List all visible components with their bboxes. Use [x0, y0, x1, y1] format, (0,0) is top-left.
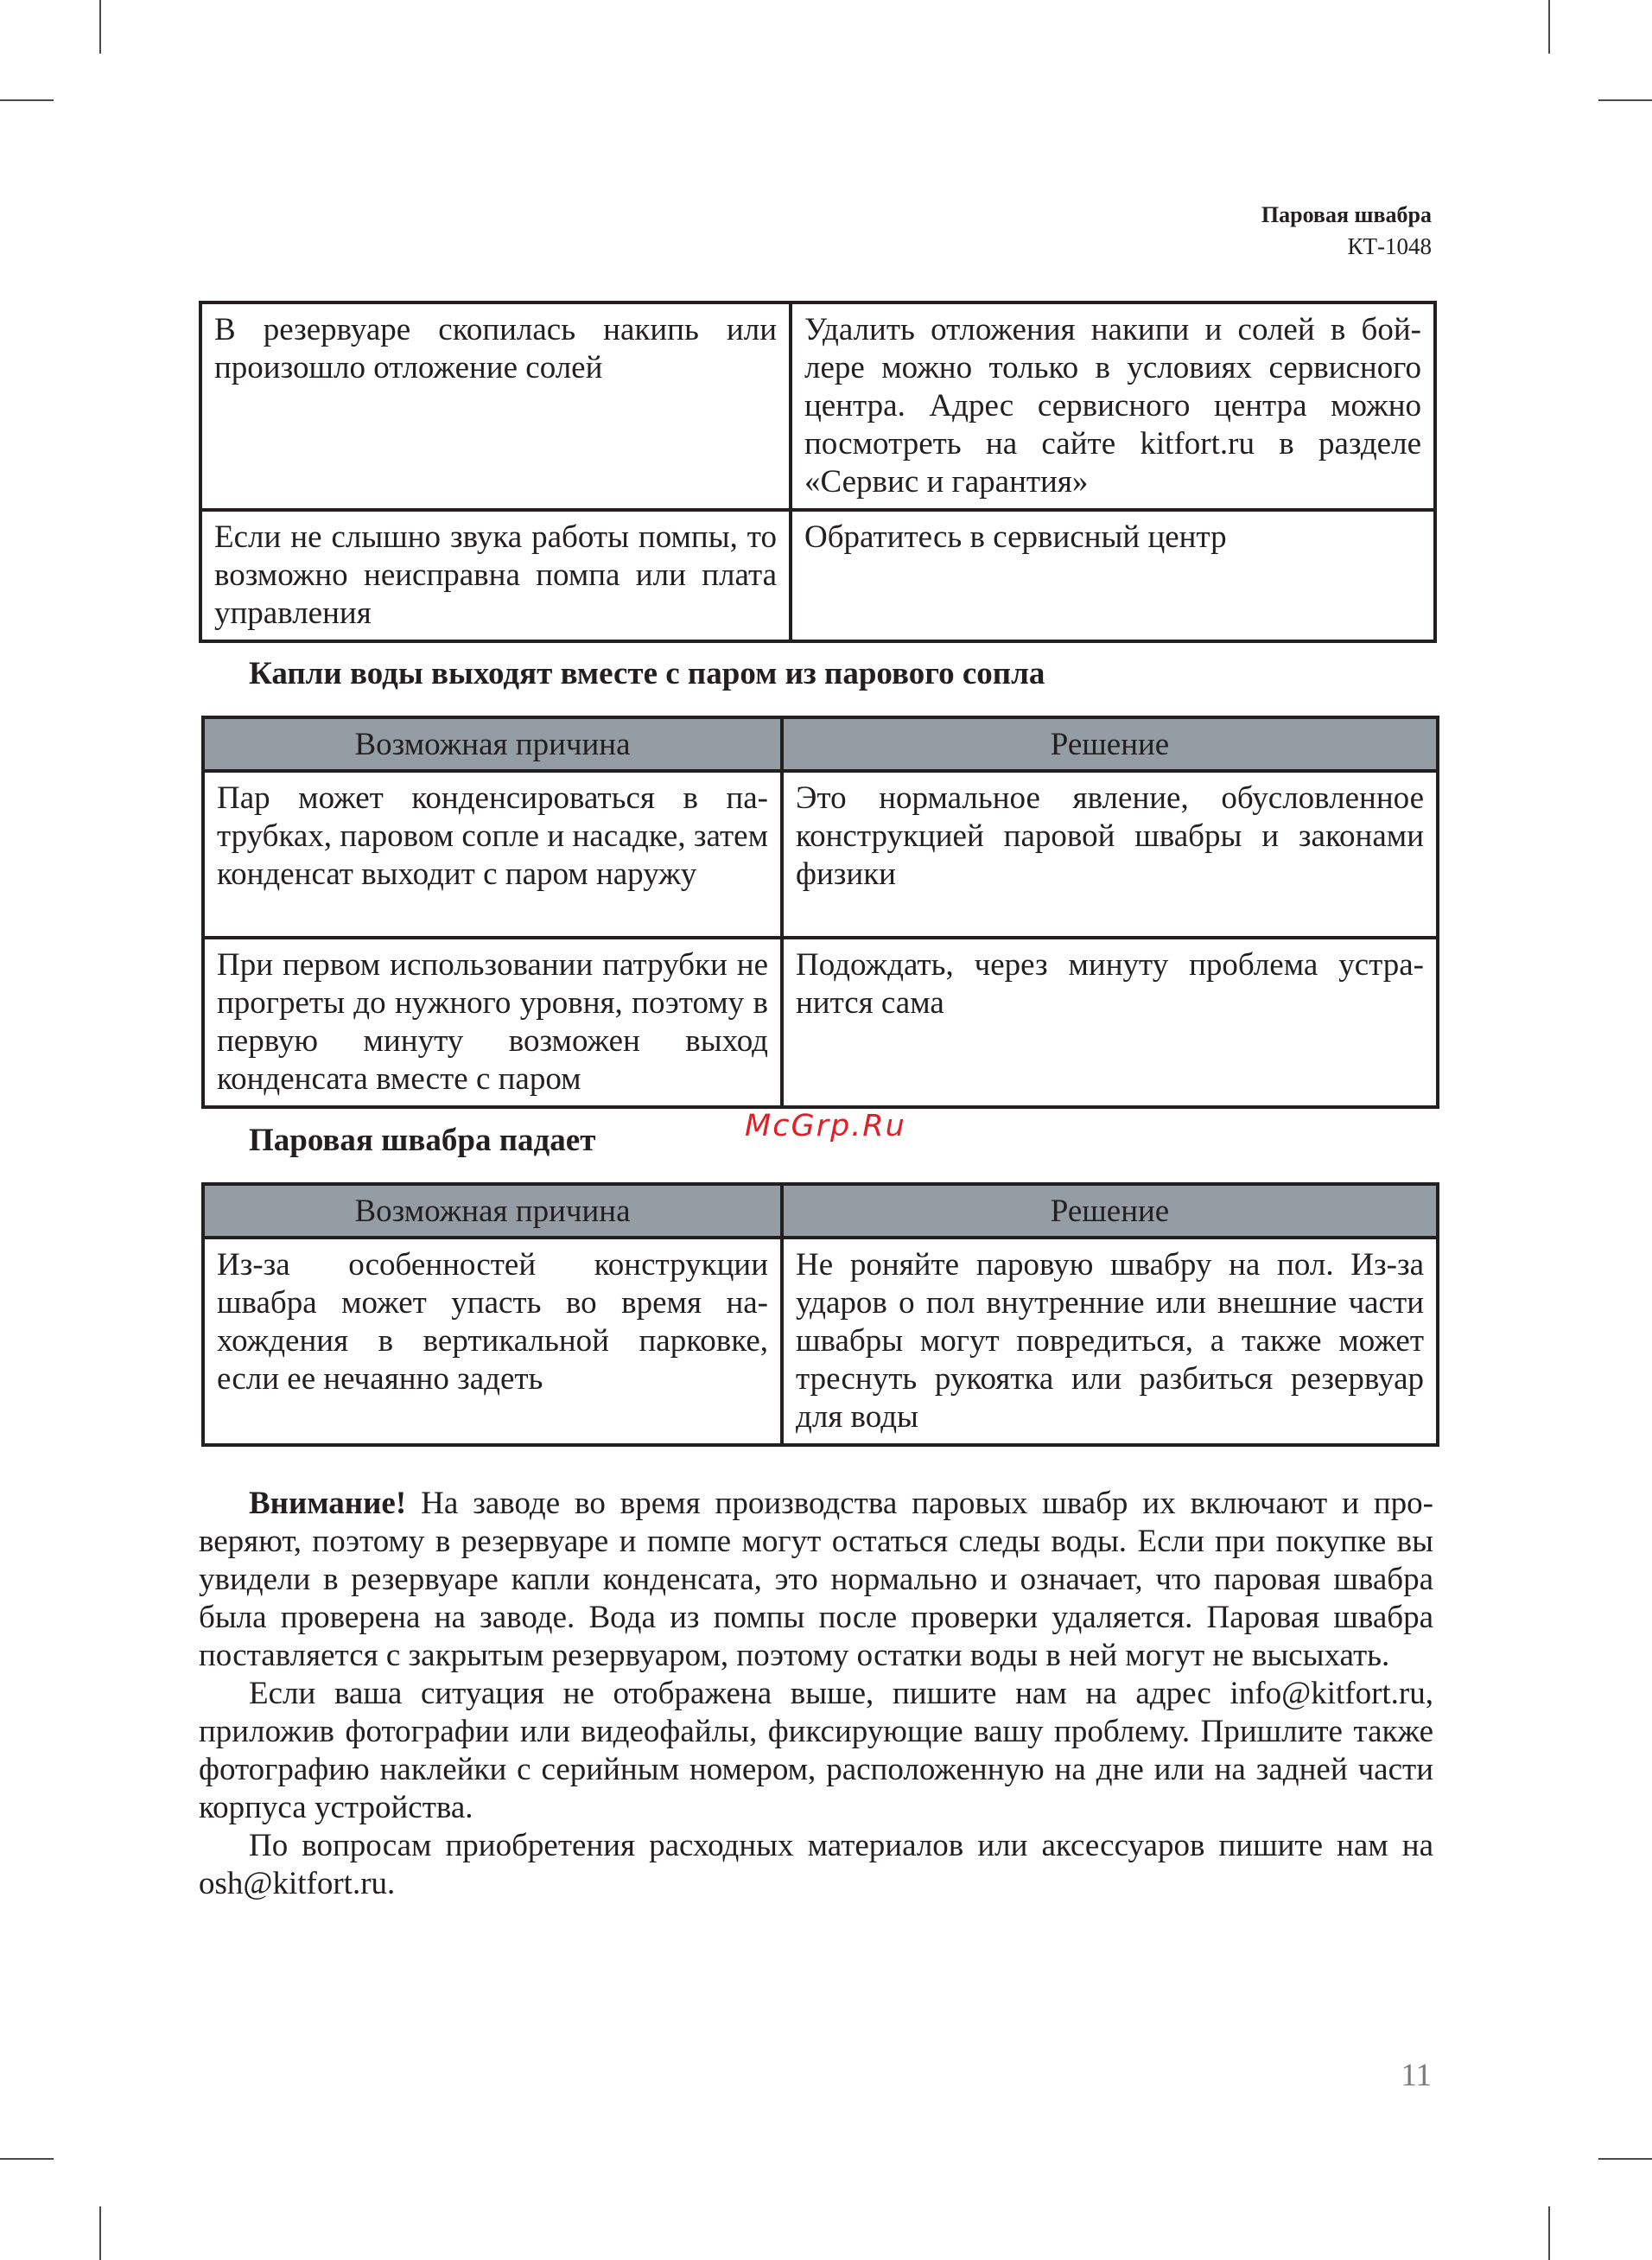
crop-mark — [1548, 2206, 1550, 2260]
attention-text: На заводе во время производства паровых швабр их включают и проверяют, поэтому в резервуаре и помпе могут остаться следы воды. Если при покупке вы увидели в резервуаре капли конденсата, это нормально и означает, что паровая швабра была проверена на заводе. Вода из помпы после проверки удаляется. Паровая швабра поставляется с закрытым резервуаром, поэтому остатки воды в ней могут не высыхать. — [199, 1486, 1433, 1673]
notes-block — [199, 1485, 1433, 1903]
solution-cell: Подождать, через минуту проблема устранится сама — [782, 938, 1438, 1107]
crop-mark — [99, 0, 101, 54]
column-header-solution: Решение — [782, 717, 1438, 771]
watermark: McGrp.Ru — [745, 1109, 906, 1143]
running-header — [1261, 199, 1432, 263]
contact-paragraph: Если ваша ситуация не отображена выше, пишите нам на адрес info@kitfort.ru, приложив фотографии или видеофайлы, фиксирующие вашу проблему. Пришлите также фотографию наклейки с серийным номером, расположенную на дне или на задней части корпуса устройства. — [199, 1676, 1433, 1825]
column-header-cause: Возможная причина — [203, 717, 782, 771]
solution-cell: Это нормальное явление, обусловленное конструкцией паровой швабры и законами физики — [782, 771, 1438, 938]
table-row — [203, 1238, 1438, 1445]
table-row — [200, 510, 1435, 641]
section-heading-water-drops: Капли воды выходят вместе с паром из парового сопла — [249, 656, 1045, 691]
table-row — [203, 771, 1438, 938]
cause-cell: В резервуаре скопилась накипь или произошло отложение солей — [200, 302, 791, 510]
solution-cell: Удалить отложения накипи и солей в бойлере можно только в условиях сервисного центра. Адрес сервисного центра можно посмотреть на сайте kitfort.ru в разделе «Сервис и гарантия» — [791, 302, 1435, 510]
table-header-row — [203, 1184, 1438, 1238]
header-model: КТ-1048 — [1347, 233, 1432, 259]
table-row — [200, 302, 1435, 510]
table-header-row — [203, 717, 1438, 771]
solution-cell: Не роняйте паровую швабру на пол. Из-за ударов о пол внутренние или внешние части швабры могут повредиться, а также может треснуть рукоятка или разбиться резервуар для воды — [782, 1238, 1438, 1445]
troubleshooting-table-continued — [199, 301, 1437, 643]
cause-cell: При первом использовании патрубки не прогреты до нужного уровня, поэтому в первую минуту возможен выход конденсата вместе с паром — [203, 938, 782, 1107]
header-title: Паровая швабра — [1261, 202, 1432, 227]
attention-label: Внимание! — [249, 1486, 407, 1521]
column-header-solution: Решение — [782, 1184, 1438, 1238]
crop-mark — [1598, 2158, 1652, 2160]
table-row — [203, 938, 1438, 1107]
page-number: 11 — [1401, 2058, 1432, 2093]
crop-mark — [0, 99, 54, 101]
cause-cell: Если не слышно звука работы помпы, то возможно неисправна помпа или плата управления — [200, 510, 791, 641]
attention-paragraph — [199, 1485, 1433, 1675]
troubleshooting-table-water-drops — [201, 716, 1439, 1109]
column-header-cause: Возможная причина — [203, 1184, 782, 1238]
crop-mark — [0, 2158, 54, 2160]
cause-cell: Пар может конденсироваться в патрубках, паровом сопле и насадке, затем конденсат выходит с паром наружу — [203, 771, 782, 938]
section-heading-mop-falls: Паровая швабра падает — [249, 1123, 596, 1158]
cause-cell: Из-за особенностей конструкции швабра может упасть во время нахождения в вертикальной парковке, если ее нечаянно задеть — [203, 1238, 782, 1445]
crop-mark — [99, 2206, 101, 2260]
accessories-paragraph: По вопросам приобретения расходных материалов или аксессуаров пишите нам на osh@kitfort.ru. — [199, 1828, 1433, 1901]
solution-cell: Обратитесь в сервисный центр — [791, 510, 1435, 641]
crop-mark — [1548, 0, 1550, 54]
troubleshooting-table-mop-falls — [201, 1182, 1439, 1447]
crop-mark — [1598, 99, 1652, 101]
